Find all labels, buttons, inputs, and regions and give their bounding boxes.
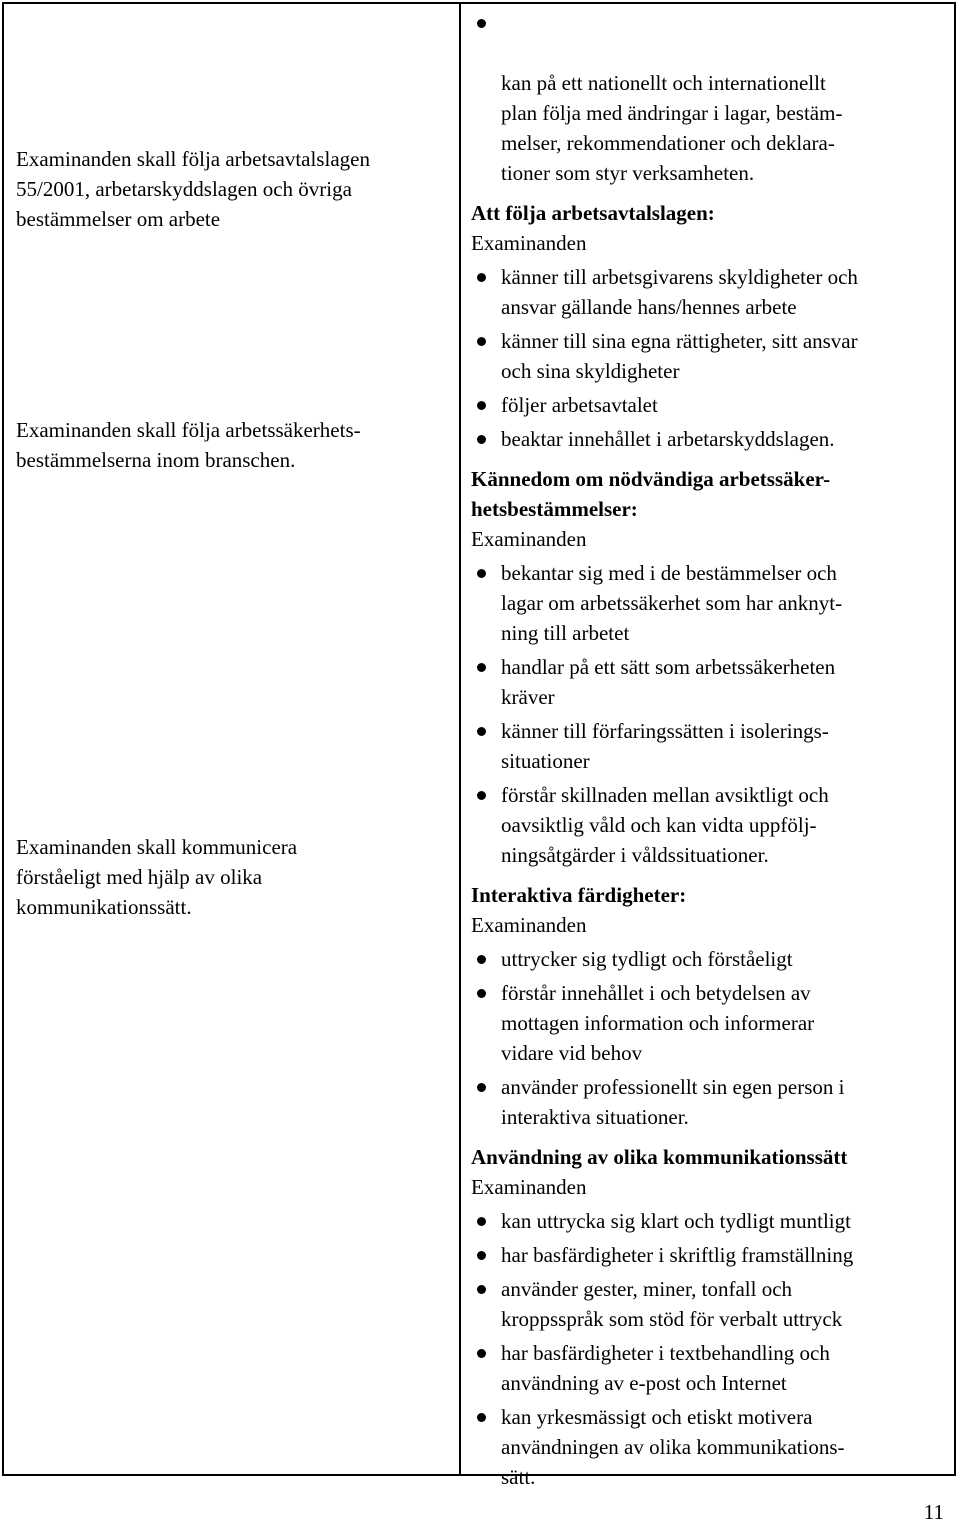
- list-item: [471, 652, 951, 712]
- list-item: [471, 716, 951, 776]
- bullet-icon: [477, 1217, 486, 1226]
- bullet-icon: [477, 19, 486, 28]
- list-item-text: känner till arbetsgivarens skyldigheter och ansvar gällande hans/hennes arbete: [501, 265, 858, 319]
- list-item: [471, 390, 951, 420]
- section-arbetsavtalslagen: [471, 198, 951, 454]
- section-subject: Examinanden: [471, 231, 587, 255]
- list-item: [471, 1274, 951, 1334]
- list-item-text: beaktar innehållet i arbetarskyddslagen.: [501, 427, 835, 451]
- section-heading: Användning av olika kommunikationssätt: [471, 1145, 848, 1169]
- list-item: [471, 558, 951, 648]
- section-heading: Interaktiva färdigheter:: [471, 883, 687, 907]
- bullet-icon: [477, 1413, 486, 1422]
- document-table: [2, 2, 956, 1489]
- list-item-text: uttrycker sig tydligt och förståeligt: [501, 947, 793, 971]
- list-item: [471, 326, 951, 386]
- left-paragraph-1: Examinanden skall följa arbetsavtalslagen 55/2001, arbetarskyddslagen och övriga bestämmelser om arbete: [16, 147, 370, 231]
- list-item: [471, 8, 951, 188]
- list-item-text: kan på ett nationellt och internationellt plan följa med ändringar i lagar, bestäm- melser, rekommendationer och deklara- tioner som styr verksamheten.: [501, 71, 843, 185]
- section-heading: Att följa arbetsavtalslagen:: [471, 201, 715, 225]
- bullet-icon: [477, 1285, 486, 1294]
- bullet-icon: [477, 1251, 486, 1260]
- list-item: [471, 1240, 951, 1270]
- bullet-icon: [477, 337, 486, 346]
- section-interaktiva: [471, 880, 951, 1132]
- list-item-text: handlar på ett sätt som arbetssäkerheten kräver: [501, 655, 836, 709]
- section-subject: Examinanden: [471, 1175, 587, 1199]
- section-heading: Kännedom om nödvändiga arbetssäker- hetsbestämmelser:: [471, 467, 831, 521]
- list-item: [471, 1206, 951, 1236]
- bullet-icon: [477, 435, 486, 444]
- column-divider: [459, 4, 461, 1474]
- list-item-text: följer arbetsavtalet: [501, 393, 658, 417]
- bullet-icon: [477, 1349, 486, 1358]
- section-kommunikationssatt: [471, 1142, 951, 1492]
- intro-list: [471, 8, 951, 188]
- list-item: [471, 424, 951, 454]
- bullet-icon: [477, 727, 486, 736]
- bullet-icon: [477, 273, 486, 282]
- list-item-text: förstår innehållet i och betydelsen av mottagen information och informerar vidare vid behov: [501, 981, 815, 1065]
- bullet-icon: [477, 791, 486, 800]
- bullet-icon: [477, 989, 486, 998]
- right-column: [471, 8, 951, 1502]
- list-item: [471, 262, 951, 322]
- bullet-icon: [477, 401, 486, 410]
- list-item-text: förstår skillnaden mellan avsiktligt och oavsiktlig våld och kan vidta uppfölj- ningsåtgärder i våldssituationer.: [501, 783, 829, 867]
- bullet-icon: [477, 663, 486, 672]
- section-subject: Examinanden: [471, 527, 587, 551]
- list-item-text: känner till sina egna rättigheter, sitt ansvar och sina skyldigheter: [501, 329, 858, 383]
- list-item-text: använder gester, miner, tonfall och kroppsspråk som stöd för verbalt uttryck: [501, 1277, 843, 1331]
- bullet-icon: [477, 569, 486, 578]
- section-list: [471, 262, 951, 454]
- list-item: [471, 1402, 951, 1492]
- list-item: [471, 944, 951, 974]
- list-item-text: använder professionellt sin egen person i interaktiva situationer.: [501, 1075, 845, 1129]
- section-arbetssakerhet: [471, 464, 951, 870]
- list-item: [471, 1338, 951, 1398]
- list-item: [471, 1072, 951, 1132]
- bullet-icon: [477, 955, 486, 964]
- list-item-text: bekantar sig med i de bestämmelser och lagar om arbetssäkerhet som har anknyt- ning till arbetet: [501, 561, 843, 645]
- page-number: 11: [923, 1500, 944, 1524]
- list-item-text: har basfärdigheter i skriftlig framställning: [501, 1243, 854, 1267]
- section-list: [471, 558, 951, 870]
- section-list: [471, 944, 951, 1132]
- list-item-text: har basfärdigheter i textbehandling och användning av e-post och Internet: [501, 1341, 830, 1395]
- section-list: [471, 1206, 951, 1492]
- list-item: [471, 780, 951, 870]
- left-paragraph-3: Examinanden skall kommunicera förståeligt med hjälp av olika kommunikationssätt.: [16, 835, 298, 919]
- section-subject: Examinanden: [471, 913, 587, 937]
- bullet-icon: [477, 1083, 486, 1092]
- list-item-text: kan uttrycka sig klart och tydligt muntligt: [501, 1209, 851, 1233]
- list-item-text: känner till förfaringssätten i isolerings- situationer: [501, 719, 829, 773]
- list-item: [471, 978, 951, 1068]
- left-paragraph-2: Examinanden skall följa arbetssäkerhets- bestämmelserna inom branschen.: [16, 418, 361, 472]
- list-item-text: kan yrkesmässigt och etiskt motivera användningen av olika kommunikations- sätt.: [501, 1405, 845, 1489]
